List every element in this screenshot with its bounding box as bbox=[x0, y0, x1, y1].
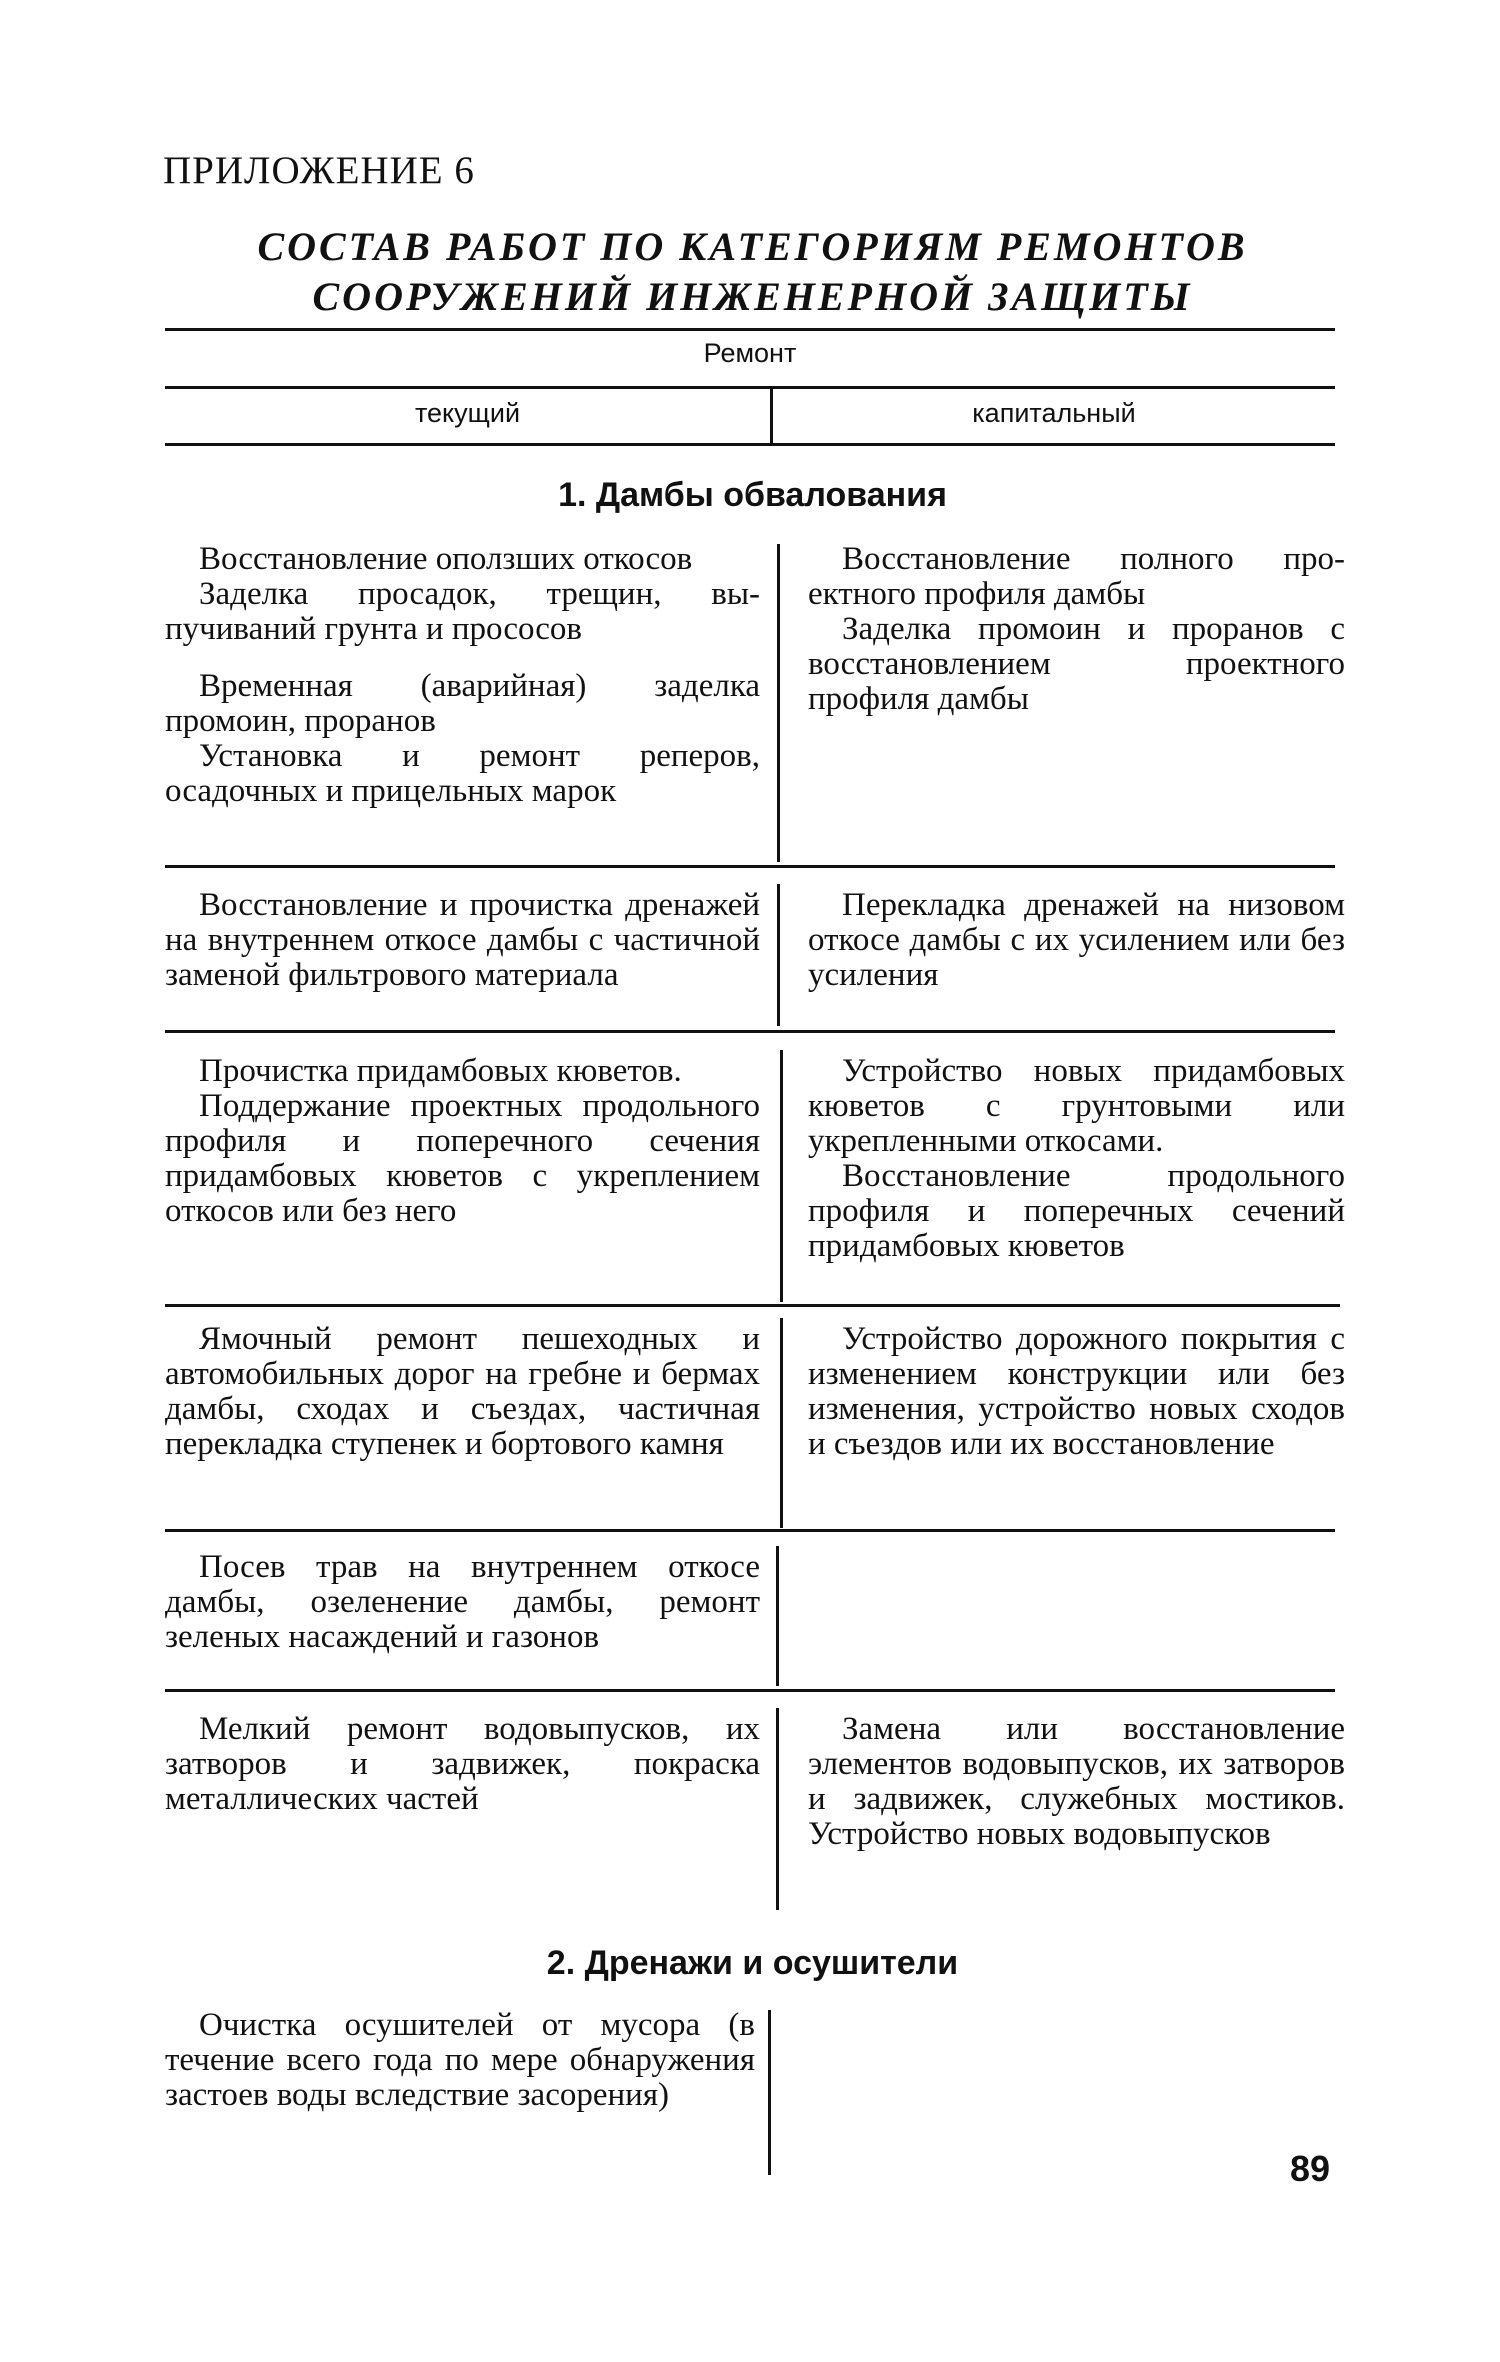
row-rule bbox=[165, 1030, 1335, 1033]
header-rule-middle bbox=[165, 386, 1335, 389]
text-paragraph: Восстановление продольного профиля и поперечных сечений придамбовых кюветов bbox=[808, 1158, 1345, 1264]
text-paragraph: Устройство дорожного покрытия с изменением конструкции или без изменения, устройство новых сходов и съездов или их восстановление bbox=[808, 1321, 1345, 1462]
s1-row1-capital bbox=[808, 542, 1345, 717]
s1-row1-current bbox=[165, 542, 760, 809]
text-paragraph: Устройство новых придамбовых кюветов с грунтовыми или укрепленными откосами. bbox=[808, 1053, 1345, 1159]
header-rule-bottom bbox=[165, 443, 1335, 446]
text-paragraph: Заделка промоин и проранов с восстановлением проектного профиля дамбы bbox=[808, 611, 1345, 717]
s1-row6-capital bbox=[808, 1712, 1345, 1852]
column-divider bbox=[768, 2010, 771, 2175]
s1-row5-current bbox=[165, 1550, 760, 1655]
s2-row1-current bbox=[165, 2008, 755, 2113]
text-paragraph: Прочистка придамбовых кюветов. bbox=[199, 1053, 682, 1089]
column-divider bbox=[776, 1708, 779, 1910]
text-paragraph: Временная (аварийная) заделка промоин, проранов bbox=[165, 668, 760, 739]
column-divider bbox=[780, 1050, 783, 1302]
text-paragraph: Перекладка дренажей на низовом откосе дамбы с их усилением или без усиления bbox=[808, 887, 1345, 993]
title-line-1: СОСТАВ РАБОТ ПО КАТЕГОРИЯМ РЕМОНТОВ bbox=[257, 224, 1248, 269]
text-paragraph: Восстановление полного проектного профиля дамбы bbox=[808, 541, 1345, 612]
s1-row4-capital bbox=[808, 1322, 1345, 1462]
s1-row2-capital bbox=[808, 888, 1345, 993]
text-paragraph: Восстановление оползших откосов bbox=[199, 541, 693, 577]
s1-row4-current bbox=[165, 1322, 760, 1462]
column-divider bbox=[780, 1318, 783, 1528]
s1-row2-current bbox=[165, 888, 760, 993]
header-rule-top bbox=[165, 328, 1335, 331]
column-divider bbox=[777, 884, 780, 1026]
text-paragraph: Посев трав на внутреннем откосе дамбы, озеленение дамбы, ремонт зеленых насаждений и газонов bbox=[165, 1549, 760, 1655]
text-paragraph: Заделка просадок, трещин, выпучиваний грунта и прососов bbox=[165, 576, 760, 647]
text-paragraph: Восстановление и прочистка дренажей на внутреннем откосе дамбы с частичной заменой фильтрового материала bbox=[165, 887, 760, 993]
section-1-title: 1. Дамбы обвалования bbox=[558, 476, 947, 514]
appendix-label: ПРИЛОЖЕНИЕ 6 bbox=[163, 149, 475, 192]
text-paragraph: Очистка осушителей от мусора (в течение всего года по мере обнаружения застоев воды вследствие засорения) bbox=[165, 2007, 755, 2113]
row-rule bbox=[165, 1529, 1335, 1532]
header-group-label: Ремонт bbox=[703, 338, 797, 368]
section-2-title: 2. Дренажи и осушители bbox=[546, 1944, 959, 1982]
text-paragraph: Установка и ремонт реперов, осадочных и прицельных марок bbox=[165, 738, 760, 809]
text-paragraph: Замена или восстановление элементов водовыпусков, их затворов и задвижек, служебных мостиков. Устройство новых водовыпусков bbox=[808, 1711, 1345, 1852]
row-rule bbox=[165, 865, 1335, 868]
column-divider bbox=[777, 544, 780, 862]
text-paragraph: Мелкий ремонт водовыпусков, их затворов и задвижек, покраска металлических частей bbox=[165, 1711, 760, 1817]
text-paragraph: Ямочный ремонт пешеходных и автомобильных дорог на гребне и бермах дамбы, сходах и съездах, частичная перекладка ступенек и бортового камня bbox=[165, 1321, 760, 1462]
header-col-capital: капитальный bbox=[972, 398, 1136, 428]
row-rule bbox=[165, 1304, 1340, 1307]
column-divider bbox=[776, 1546, 779, 1686]
title-line-2: СООРУЖЕНИЙ ИНЖЕНЕРНОЙ ЗАЩИТЫ bbox=[312, 274, 1193, 319]
s1-row3-current bbox=[165, 1054, 760, 1229]
row-rule bbox=[165, 1689, 1335, 1692]
text-paragraph: Поддержание проектных продольного профиля и поперечного сечения придамбовых кюветов с укреплением откосов или без него bbox=[165, 1088, 760, 1229]
s1-row6-current bbox=[165, 1712, 760, 1817]
s1-row3-capital bbox=[808, 1054, 1345, 1264]
page-number: 89 bbox=[1290, 2148, 1331, 2189]
header-col-current: текущий bbox=[414, 398, 521, 428]
